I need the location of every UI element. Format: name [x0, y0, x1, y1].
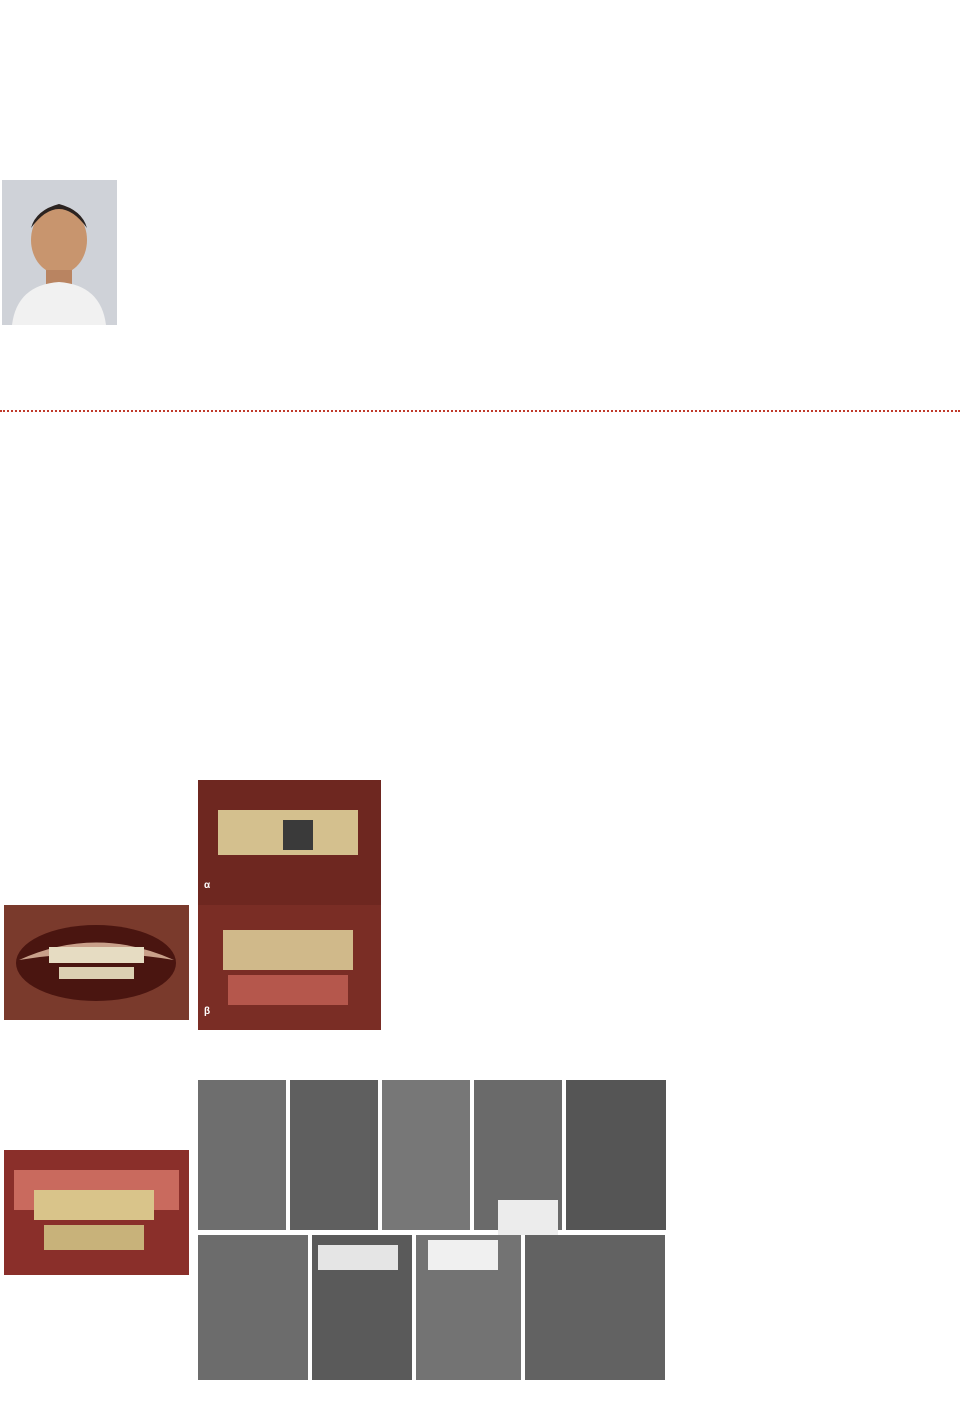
figure-3-image [198, 780, 381, 1030]
figure-3-label-b: β [204, 1006, 211, 1017]
figure-3-label-a: α [204, 880, 211, 891]
section-divider [0, 410, 960, 412]
figure-2-image [4, 1150, 189, 1275]
author-photo [2, 180, 117, 325]
figure-1-image [4, 905, 189, 1020]
figure-4-image [198, 1080, 668, 1385]
